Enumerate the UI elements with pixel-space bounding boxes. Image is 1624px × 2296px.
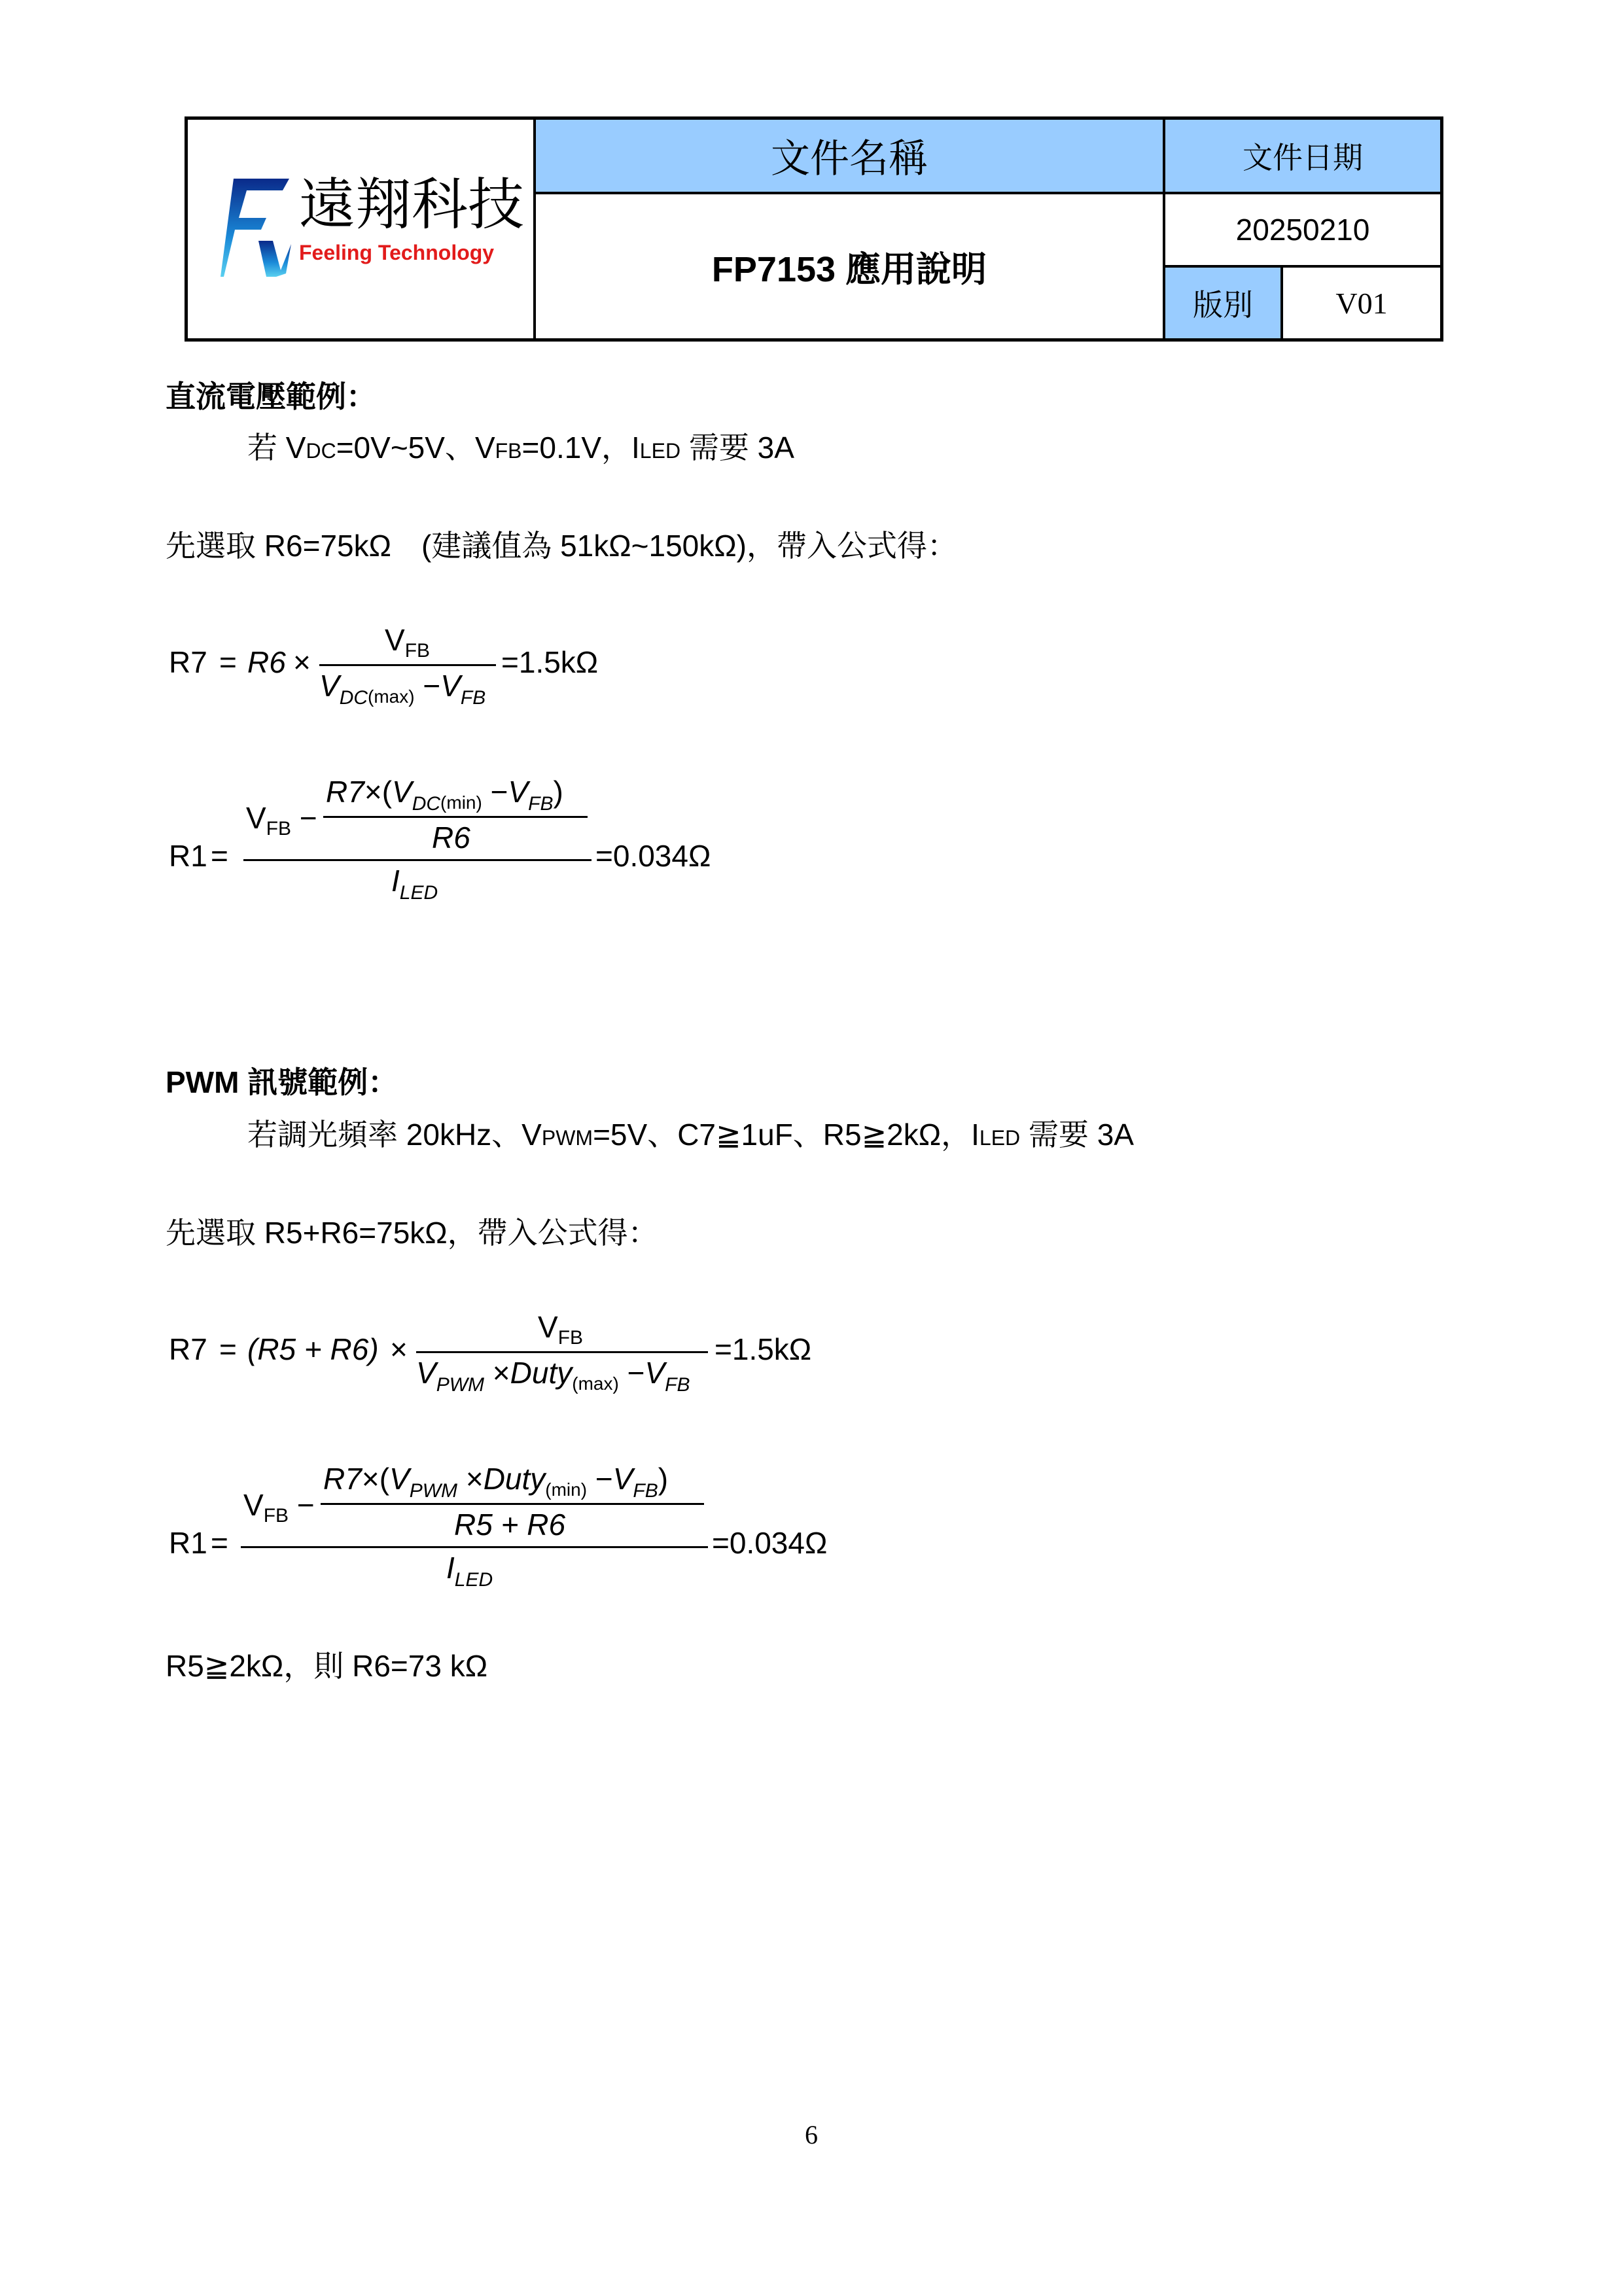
formula-inner-denominator: R5 + R6	[454, 1508, 566, 1542]
formula-lhs: R1	[169, 1526, 207, 1560]
den-minus: −	[423, 669, 441, 703]
formula-denominator	[446, 1549, 493, 1591]
formula-top-v	[246, 800, 317, 841]
formula-result: =0.034Ω	[595, 839, 711, 873]
dc-condition	[247, 429, 794, 469]
doc-date-label: 文件日期	[1243, 141, 1363, 175]
cond-text: =5V、C7≧1uF、R5≧2kΩ，I	[593, 1118, 980, 1152]
inner-paren: (min)	[545, 1479, 588, 1500]
formula-result: =0.034Ω	[712, 1526, 828, 1560]
pwm-condition	[247, 1116, 1134, 1156]
doc-name-cell	[536, 194, 1163, 338]
formula-eq: =	[219, 645, 237, 679]
company-logo-icon	[221, 179, 292, 277]
version: V01	[1335, 286, 1388, 320]
formula-lhs: R7	[169, 1332, 207, 1366]
rparen: )	[658, 1462, 669, 1496]
inner-times: ×	[364, 775, 382, 809]
top-minus: −	[296, 1488, 315, 1522]
top-sub: FB	[266, 818, 292, 839]
dc-select-text: 先選取 R6=75kΩ (建議值為 51kΩ~150kΩ)，帶入公式得：	[166, 529, 957, 563]
pwm-conclusion: R5≧2kΩ，則 R6=73 kΩ	[166, 1649, 488, 1683]
fraction-bar-main	[241, 1546, 708, 1548]
lparen: (	[381, 775, 393, 809]
pwm-heading-rest: 訊號範例：	[239, 1065, 398, 1099]
inner-minus: −	[595, 1462, 613, 1496]
den-sub: LED	[454, 1569, 493, 1591]
company-name-en: Feeling Technology	[299, 241, 495, 264]
inner-v: V	[392, 775, 412, 809]
formula-lhs-group: (R5 + R6)	[247, 1332, 379, 1366]
pwm-heading	[166, 1064, 398, 1101]
formula-lhs: R1	[169, 839, 207, 873]
formula-eq: =	[211, 1526, 228, 1560]
top-v: V	[243, 1488, 264, 1522]
formula-numerator	[385, 622, 430, 663]
page-number: 6	[805, 2120, 818, 2149]
rparen: )	[553, 775, 563, 809]
formula-times: ×	[293, 645, 311, 679]
num-v: V	[538, 1310, 558, 1344]
top-v: V	[246, 801, 266, 835]
cond-sub: DC	[306, 439, 336, 463]
doc-date-cell	[1165, 194, 1440, 265]
top-sub: FB	[263, 1505, 289, 1527]
doc-name-label: 文件名稱	[771, 137, 928, 181]
inner-minus: −	[490, 775, 508, 809]
formula-eq: =	[219, 1332, 237, 1366]
pwm-select-text: 先選取 R5+R6=75kΩ，帶入公式得：	[166, 1216, 658, 1250]
inner-sub: PWM	[409, 1480, 458, 1502]
cond-sub: LED	[979, 1126, 1021, 1150]
formula-result: =1.5kΩ	[715, 1332, 812, 1366]
inner-sub2: FB	[528, 793, 554, 815]
inner-sub2: FB	[633, 1480, 658, 1502]
inner-times: ×	[361, 1462, 380, 1496]
den-v2: V	[644, 1356, 665, 1390]
den-sub2: FB	[460, 687, 486, 709]
cond-text: 若調光頻率 20kHz、V	[247, 1118, 542, 1152]
doc-name-label-cell	[536, 120, 1163, 192]
num-v: V	[385, 623, 405, 657]
den-v: V	[319, 669, 340, 703]
den-sub: PWM	[436, 1374, 485, 1396]
company-name-cn: 遠翔科技	[299, 172, 524, 238]
formula-denominator	[416, 1354, 690, 1396]
den-v: V	[416, 1356, 436, 1390]
formula-times: ×	[390, 1332, 408, 1366]
inner-num: R7	[326, 775, 364, 809]
cond-text: 需要 3A	[680, 431, 794, 465]
den-duty: Duty	[510, 1356, 573, 1390]
formula-numerator	[538, 1309, 583, 1350]
fraction-bar-inner	[323, 816, 588, 818]
den-i: I	[446, 1551, 455, 1585]
fraction-bar	[319, 664, 496, 666]
version-label-cell	[1165, 268, 1280, 338]
cond-text: =0.1V，I	[521, 431, 640, 465]
inner-v2: V	[508, 775, 529, 809]
den-sub: DC	[339, 687, 368, 709]
fraction-bar-inner	[321, 1503, 704, 1505]
den-sub: LED	[399, 882, 438, 904]
num-sub: FB	[557, 1327, 584, 1349]
inner-v: V	[389, 1462, 410, 1496]
top-minus: −	[299, 801, 317, 835]
formula-inner-numerator	[326, 773, 563, 815]
header-table	[185, 116, 1443, 342]
formula-top-v	[243, 1487, 315, 1528]
formula-denominator	[319, 667, 485, 709]
formula-eq: =	[211, 839, 228, 873]
cond-text: 需要 3A	[1020, 1118, 1134, 1152]
fraction-bar-main	[243, 859, 591, 861]
logo-cell	[188, 120, 535, 338]
num-sub: FB	[404, 640, 431, 662]
pwm-heading-bold: PWM	[166, 1065, 239, 1099]
formula-denominator	[391, 862, 438, 904]
dc-heading: 直流電壓範例：	[166, 380, 376, 414]
formula-result: =1.5kΩ	[501, 645, 599, 679]
inner-paren: (min)	[440, 792, 482, 813]
formula-r6: R6	[247, 645, 286, 679]
den-times: ×	[492, 1356, 510, 1390]
lparen: (	[379, 1462, 390, 1496]
doc-name: FP7153 應用說明	[711, 249, 987, 289]
den-paren: (max)	[368, 686, 415, 707]
cond-sub: FB	[495, 439, 522, 463]
doc-date: 20250210	[1235, 213, 1370, 247]
den-i: I	[391, 864, 400, 898]
den-v2: V	[440, 669, 461, 703]
cond-text: =0V~5V、V	[336, 431, 495, 465]
den-sub2: FB	[665, 1374, 690, 1396]
inner-num: R7	[323, 1462, 362, 1496]
den-paren: (max)	[572, 1373, 619, 1394]
cond-sub: LED	[639, 439, 681, 463]
formula-inner-denominator: R6	[432, 821, 470, 855]
doc-date-label-cell	[1165, 120, 1440, 192]
fraction-bar	[416, 1351, 708, 1353]
inner-duty: Duty	[483, 1462, 546, 1496]
version-cell	[1283, 268, 1440, 338]
inner-sub: DC	[412, 793, 441, 815]
cond-text: 若 V	[247, 431, 306, 465]
formula-lhs: R7	[169, 645, 207, 679]
cond-sub: PWM	[541, 1126, 593, 1150]
formula-inner-numerator	[323, 1460, 668, 1502]
inner-times2: ×	[465, 1462, 484, 1496]
inner-v2: V	[612, 1462, 633, 1496]
version-label: 版別	[1193, 289, 1253, 322]
den-minus: −	[627, 1356, 645, 1390]
